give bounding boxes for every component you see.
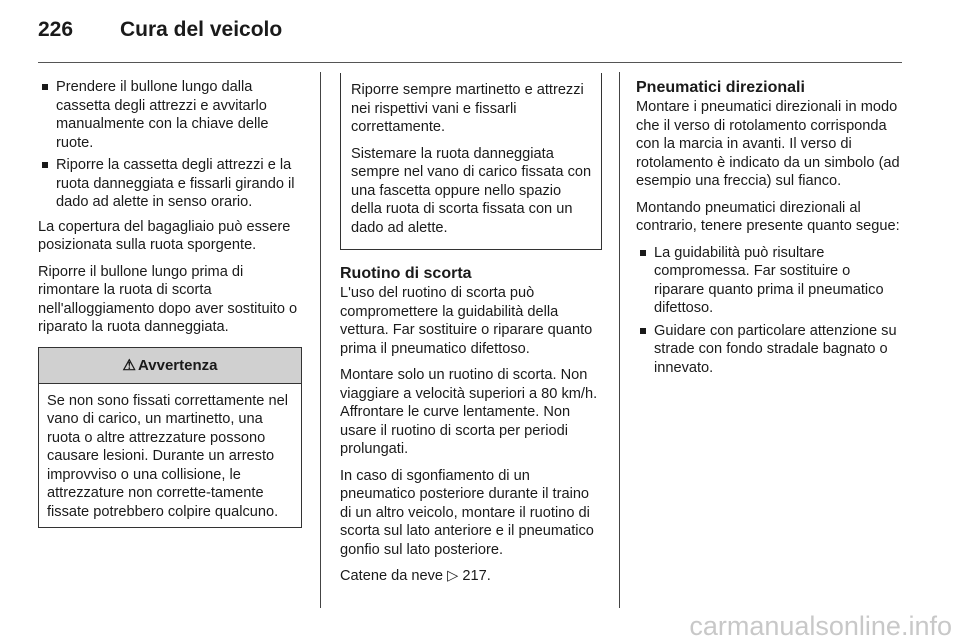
warning-box [38, 347, 302, 529]
paragraph: Montare solo un ruotino di scorta. Non viaggiare a velocità superiori a 80 km/h. Affrontare le curve lentamente. Non usare il ruotino di scorta per periodi prolungati. [340, 367, 598, 457]
column-1 [38, 78, 302, 528]
page-number: 226 [38, 18, 74, 41]
cross-reference-page[interactable]: 217. [462, 568, 491, 584]
cross-reference-label: Catene da neve [340, 568, 444, 584]
page-reference-icon: ▷ [447, 568, 459, 584]
column-2 [340, 73, 602, 594]
page-title: Cura del veicolo [120, 18, 283, 41]
list-item: Prendere il bullone lungo dalla cassetta degli attrezzi e avvitarlo manualmente con la chiave delle ruote. [38, 78, 302, 152]
paragraph: Riporre sempre martinetto e attrezzi nei rispettivi vani e fissarli correttamente. [351, 82, 584, 135]
list-item: Riporre la cassetta degli attrezzi e la ruota danneggiata e fissarli girando il dado ad alette in senso orario. [38, 156, 302, 212]
column-divider-1 [320, 72, 321, 608]
paragraph: Riporre il bullone lungo prima di rimontare la ruota di scorta nell'alloggiamento dopo aver sostituito o riparato la ruota danneggiata. [38, 263, 298, 335]
bullet-square-icon [640, 328, 646, 334]
bullet-square-icon [42, 162, 48, 168]
paragraph: In caso di sgonfiamento di un pneumatico posteriore durante il traino di un altro veicolo, montare il ruotino di scorta sul lato anteriore e il pneumatico gonfio sul lato posteriore. [340, 467, 594, 558]
warning-header [39, 348, 301, 384]
warning-triangle-icon: ⚠ [122, 356, 136, 374]
list-item: La guidabilità può risultare compromessa. Far sostituire o riparare quanto prima il pneumatico difettoso. [636, 244, 902, 318]
warning-continuation-box [340, 73, 602, 250]
bullet-square-icon [640, 250, 646, 256]
bullet-list [636, 244, 902, 378]
section-heading: Ruotino di scorta [340, 265, 472, 282]
bullet-square-icon [42, 84, 48, 90]
bullet-list [38, 78, 302, 212]
list-item: Guidare con particolare attenzione su strade con fondo stradale bagnato o innevato. [636, 322, 902, 378]
warning-title: Avvertenza [137, 356, 218, 374]
column-divider-2 [619, 72, 620, 608]
paragraph: Montando pneumatici direzionali al contrario, tenere presente quanto segue: [636, 199, 900, 234]
header-rule [38, 62, 902, 63]
paragraph: L'uso del ruotino di scorta può compromettere la guidabilità della vettura. Far sostituire o riparare quanto prima il pneumatico difettoso. [340, 285, 593, 357]
section-heading: Pneumatici direzionali [636, 79, 805, 96]
paragraph: La copertura del bagagliaio può essere posizionata sulla ruota sporgente. [38, 218, 291, 253]
watermark: carmanualsonline.info [689, 611, 952, 641]
paragraph: Montare i pneumatici direzionali in modo che il verso di rotolamento corrisponda con la marcia in avanti. Il verso di rotolamento è indicato da un simbolo (ad esempio una freccia) sul fianco. [636, 99, 900, 189]
column-3 [636, 78, 902, 383]
paragraph [340, 567, 602, 586]
paragraph: Sistemare la ruota danneggiata sempre nel vano di carico fissata con una fascetta oppure nello spazio della ruota di scorta fissata con un dado ad alette. [351, 145, 592, 236]
warning-body: Se non sono fissati correttamente nel vano di carico, un martinetto, una ruota o altre attrezzature possono causare lesioni. Durante un arresto improvviso o una collisione, le attrezzature non corrette-tamente fissate potrebbero colpire qualcuno. [47, 392, 288, 520]
